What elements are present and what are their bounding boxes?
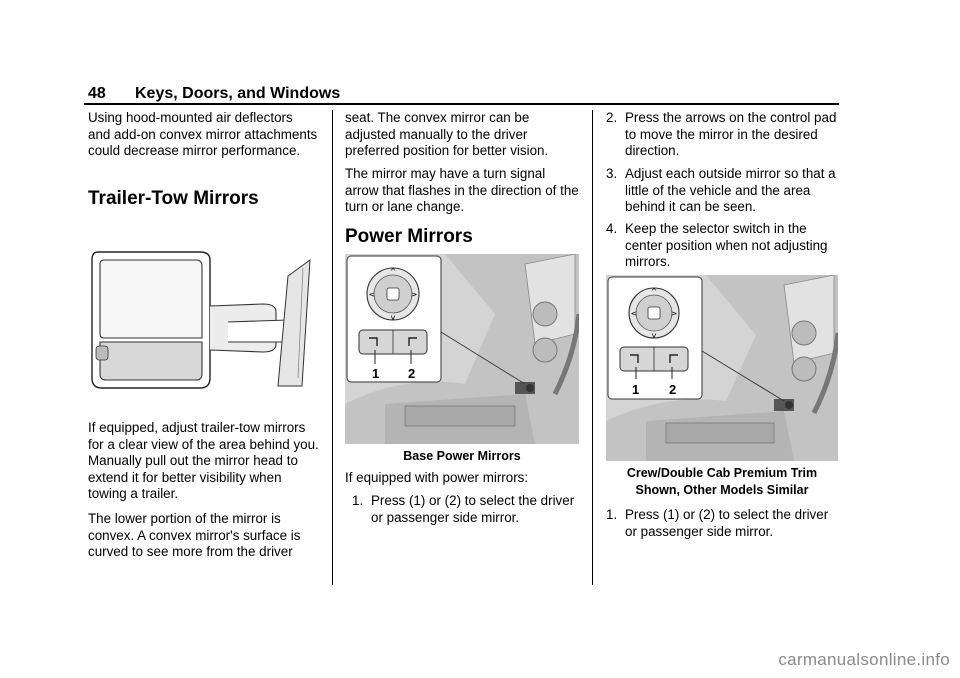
column-2	[345, 110, 583, 580]
figure-label-1: 1	[632, 382, 640, 397]
convex-mirror-para: seat. The convex mirror can be adjusted manually to the driver preferred position for better vision.	[345, 110, 549, 158]
column-divider-1	[332, 110, 333, 585]
step-text: Keep the selector switch in the center position when not adjusting mirrors.	[625, 221, 828, 269]
svg-text:v: v	[390, 313, 396, 322]
premium-trim-mirrors-illustration	[606, 275, 838, 461]
trailer-tow-para-2: The lower portion of the mirror is convex. A convex mirror's surface is curved to see more from the driver	[88, 511, 301, 559]
svg-text:^: ^	[650, 287, 658, 296]
step-number: 1.	[352, 493, 364, 508]
section-title: Keys, Doors, and Windows	[135, 85, 341, 102]
column-3	[606, 110, 842, 580]
turn-signal-para: The mirror may have a turn signal arrow that flashes in the direction of the turn or lane change.	[345, 166, 579, 214]
figure-label-2: 2	[669, 382, 677, 397]
figure-caption: Base Power Mirrors	[403, 449, 521, 463]
trailer-tow-heading: Trailer-Tow Mirrors	[88, 188, 259, 209]
step-number: 1.	[606, 507, 618, 522]
svg-text:v: v	[651, 331, 657, 340]
power-mirror-lead: If equipped with power mirrors:	[345, 470, 529, 485]
page-number: 48	[88, 85, 106, 102]
step-number: 3.	[606, 166, 618, 181]
base-power-mirrors-illustration	[345, 254, 579, 444]
figure-caption-line-2: Shown, Other Models Similar	[635, 483, 809, 497]
step-text: Press (1) or (2) to select the driver or passenger side mirror.	[625, 507, 829, 539]
step-number: 4.	[606, 221, 618, 236]
column-divider-2	[592, 110, 593, 585]
figure-label-1: 1	[372, 366, 380, 381]
svg-text:<: <	[368, 290, 376, 299]
column-1	[88, 110, 328, 580]
step-number: 2.	[606, 110, 618, 125]
svg-text:^: ^	[389, 267, 397, 276]
step-text: Adjust each outside mirror so that a little of the vehicle and the area behind it can be seen.	[625, 166, 836, 214]
trailer-tow-mirror-illustration	[88, 246, 320, 394]
figure-label-2: 2	[408, 366, 416, 381]
step-text: Press (1) or (2) to select the driver or passenger side mirror.	[371, 493, 575, 525]
power-mirrors-heading: Power Mirrors	[345, 226, 473, 247]
svg-text:>: >	[410, 290, 418, 299]
svg-text:<: <	[630, 309, 638, 318]
figure-caption-line-1: Crew/Double Cab Premium Trim	[626, 466, 818, 480]
intro-paragraph: Using hood-mounted air deflectors and add-on convex mirror attachments could decrease mirror performance.	[88, 110, 318, 158]
svg-text:>: >	[670, 309, 678, 318]
watermark: carmanualsonline.info	[778, 650, 950, 669]
header-rule	[84, 103, 839, 105]
step-text: Press the arrows on the control pad to move the mirror in the desired direction.	[625, 110, 837, 158]
trailer-tow-para-1: If equipped, adjust trailer-tow mirrors for a clear view of the area behind you. Manually pull out the mirror head to extend it for better visibility when towing a trailer.	[88, 420, 319, 501]
